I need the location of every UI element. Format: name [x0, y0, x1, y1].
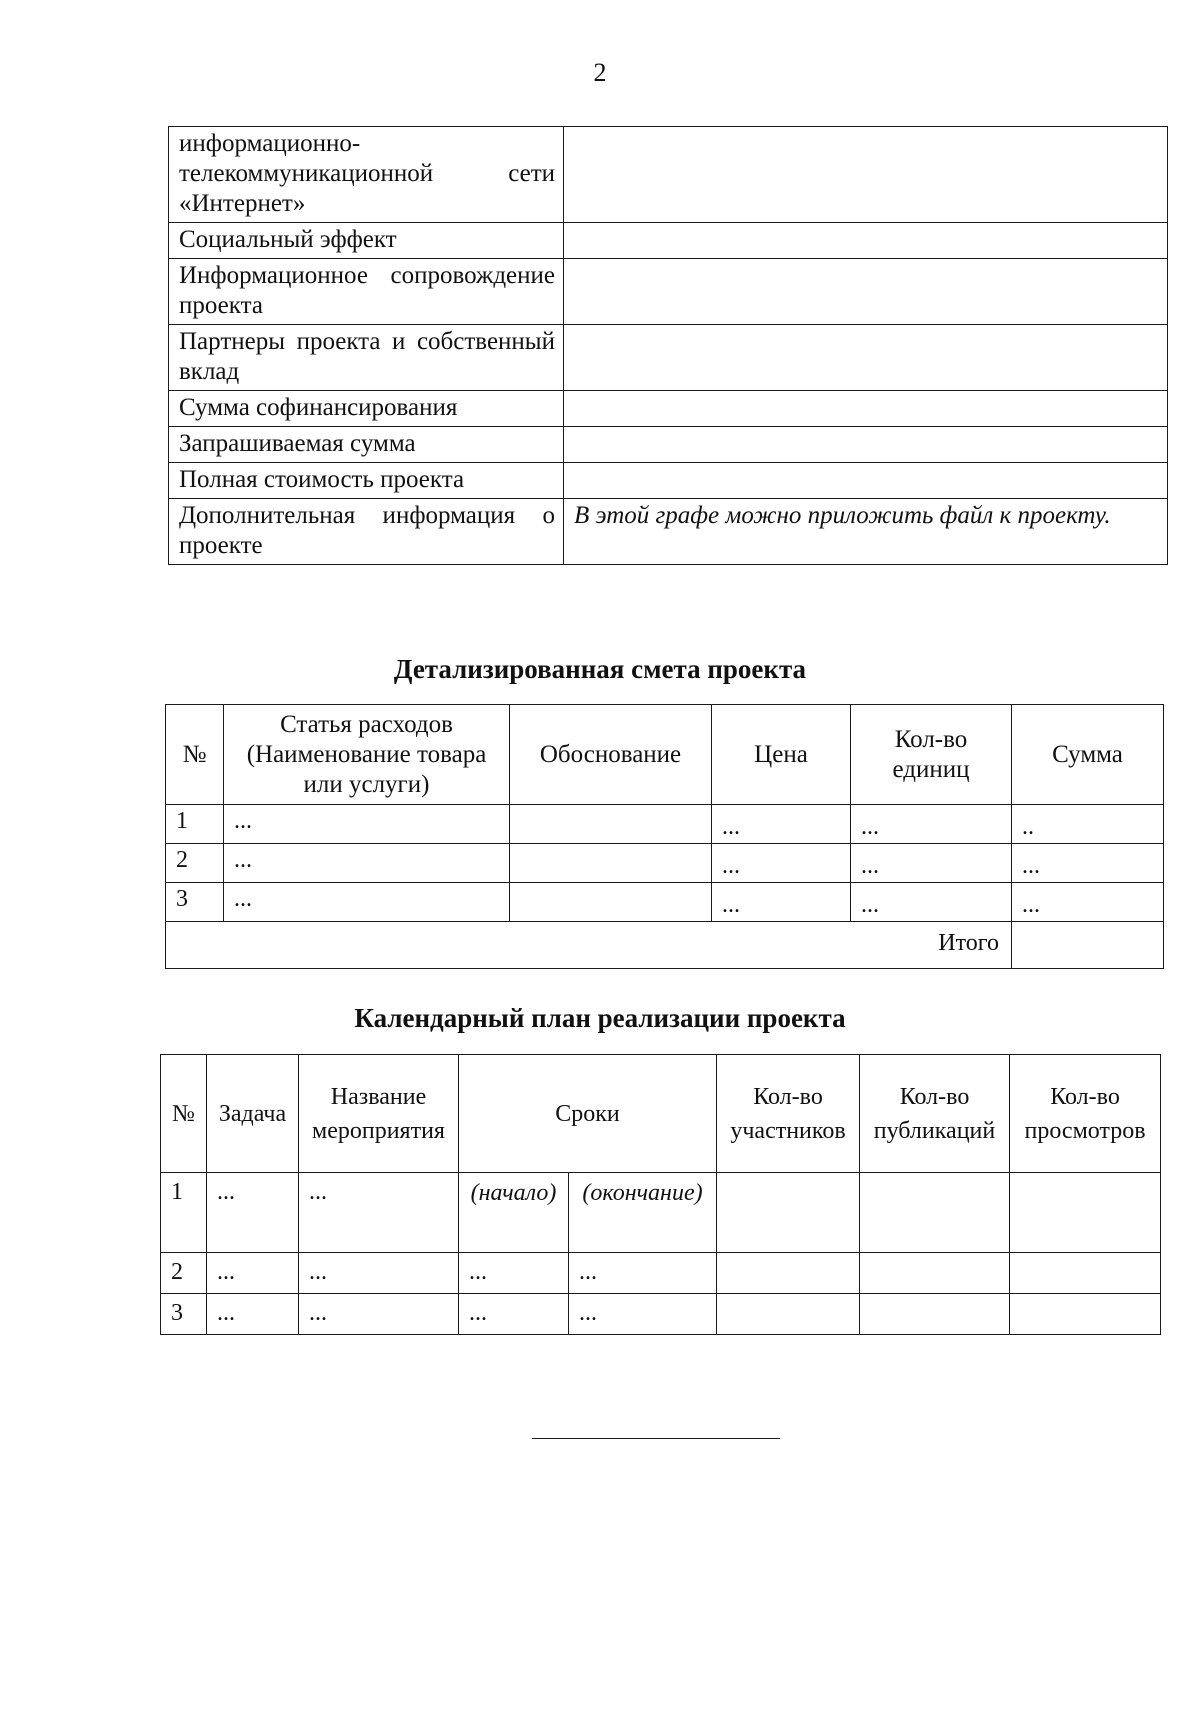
plan-cell-end[interactable]: ... [569, 1294, 717, 1335]
smeta-cell-sum[interactable]: ... [1012, 844, 1164, 883]
smeta-cell-quantity[interactable]: ... [851, 883, 1012, 922]
smeta-cell-number: 2 [166, 844, 224, 883]
plan-header-row [161, 1055, 1161, 1173]
info-value-additional[interactable]: В этой графе можно приложить файл к проекту. [564, 499, 1168, 565]
plan-cell-views[interactable] [1010, 1253, 1161, 1294]
smeta-cell-justification[interactable] [510, 883, 712, 922]
table-row [161, 1294, 1161, 1335]
plan-cell-event[interactable]: ... [299, 1294, 459, 1335]
plan-cell-start[interactable]: ... [459, 1253, 569, 1294]
smeta-cell-sum[interactable]: .. [1012, 805, 1164, 844]
plan-cell-task[interactable]: ... [207, 1294, 299, 1335]
plan-cell-end[interactable]: ... [569, 1253, 717, 1294]
smeta-total-value[interactable] [1012, 922, 1164, 969]
info-label-total-cost: Полная стоимость проекта [169, 463, 564, 499]
plan-cell-publications[interactable] [860, 1253, 1010, 1294]
info-value-requested-amount[interactable] [564, 427, 1168, 463]
smeta-header-expense-item: Статья расходов (Наименование товара или услуги) [224, 705, 510, 805]
smeta-table [165, 704, 1164, 969]
table-row [166, 844, 1164, 883]
smeta-cell-price[interactable]: ... [712, 844, 851, 883]
plan-header-event-name: Название мероприятия [299, 1055, 459, 1173]
plan-cell-number: 2 [161, 1253, 207, 1294]
info-row-partners [169, 325, 1168, 391]
table-row [166, 805, 1164, 844]
info-row-internet [169, 127, 1168, 223]
smeta-header-sum: Сумма [1012, 705, 1164, 805]
calendar-plan-table [160, 1054, 1161, 1335]
info-label-partners: Партнеры проекта и собственный вклад [169, 325, 564, 391]
info-label-requested-amount: Запрашиваемая сумма [169, 427, 564, 463]
page-number: 2 [593, 58, 607, 87]
smeta-header-price: Цена [712, 705, 851, 805]
plan-cell-start[interactable]: (начало) [459, 1173, 569, 1253]
info-value-cofinancing[interactable] [564, 391, 1168, 427]
smeta-cell-number: 3 [166, 883, 224, 922]
smeta-total-label: Итого [166, 922, 1012, 969]
smeta-header-row [166, 705, 1164, 805]
plan-header-publications: Кол-во публикаций [860, 1055, 1010, 1173]
project-info-table [168, 126, 1168, 565]
bottom-rule [532, 1438, 780, 1439]
plan-title: Календарный план реализации проекта [354, 1003, 846, 1033]
plan-cell-participants[interactable] [717, 1253, 860, 1294]
smeta-cell-item[interactable]: ... [224, 883, 510, 922]
plan-cell-publications[interactable] [860, 1173, 1010, 1253]
info-value-total-cost[interactable] [564, 463, 1168, 499]
info-value-media-support[interactable] [564, 259, 1168, 325]
smeta-header-number: № [166, 705, 224, 805]
plan-header-participants: Кол-во участников [717, 1055, 860, 1173]
plan-cell-number: 1 [161, 1173, 207, 1253]
plan-cell-task[interactable]: ... [207, 1173, 299, 1253]
smeta-cell-justification[interactable] [510, 805, 712, 844]
smeta-cell-quantity[interactable]: ... [851, 844, 1012, 883]
info-label-cofinancing: Сумма софинансирования [169, 391, 564, 427]
smeta-header-quantity: Кол-во единиц [851, 705, 1012, 805]
plan-cell-task[interactable]: ... [207, 1253, 299, 1294]
info-value-partners[interactable] [564, 325, 1168, 391]
table-row [161, 1253, 1161, 1294]
plan-cell-publications[interactable] [860, 1294, 1010, 1335]
plan-header-task: Задача [207, 1055, 299, 1173]
plan-cell-event[interactable]: ... [299, 1253, 459, 1294]
info-value-internet[interactable] [564, 127, 1168, 223]
smeta-cell-quantity[interactable]: ... [851, 805, 1012, 844]
plan-cell-event[interactable]: ... [299, 1173, 459, 1253]
info-value-social-effect[interactable] [564, 223, 1168, 259]
smeta-cell-number: 1 [166, 805, 224, 844]
smeta-cell-price[interactable]: ... [712, 883, 851, 922]
info-row-requested-amount [169, 427, 1168, 463]
info-row-total-cost [169, 463, 1168, 499]
plan-header-dates: Сроки [459, 1055, 717, 1173]
plan-cell-views[interactable] [1010, 1294, 1161, 1335]
smeta-title: Детализированная смета проекта [393, 654, 807, 684]
smeta-total-row [166, 922, 1164, 969]
smeta-header-justification: Обоснование [510, 705, 712, 805]
table-row [166, 883, 1164, 922]
info-row-additional [169, 499, 1168, 565]
info-label-additional: Дополнительная информация о проекте [169, 499, 564, 565]
smeta-cell-justification[interactable] [510, 844, 712, 883]
plan-cell-participants[interactable] [717, 1173, 860, 1253]
smeta-cell-price[interactable]: ... [712, 805, 851, 844]
smeta-cell-item[interactable]: ... [224, 805, 510, 844]
plan-cell-participants[interactable] [717, 1294, 860, 1335]
plan-cell-end[interactable]: (окончание) [569, 1173, 717, 1253]
table-row [161, 1173, 1161, 1253]
info-label-media-support: Информационное сопровождение проекта [169, 259, 564, 325]
plan-cell-views[interactable] [1010, 1173, 1161, 1253]
plan-cell-number: 3 [161, 1294, 207, 1335]
info-row-social-effect [169, 223, 1168, 259]
info-label-social-effect: Социальный эффект [169, 223, 564, 259]
info-label-internet: информационно-телекоммуникационной сети «Интернет» [169, 127, 564, 223]
info-row-media-support [169, 259, 1168, 325]
info-row-cofinancing [169, 391, 1168, 427]
plan-cell-start[interactable]: ... [459, 1294, 569, 1335]
plan-header-views: Кол-во просмотров [1010, 1055, 1161, 1173]
plan-header-number: № [161, 1055, 207, 1173]
smeta-cell-item[interactable]: ... [224, 844, 510, 883]
smeta-cell-sum[interactable]: ... [1012, 883, 1164, 922]
